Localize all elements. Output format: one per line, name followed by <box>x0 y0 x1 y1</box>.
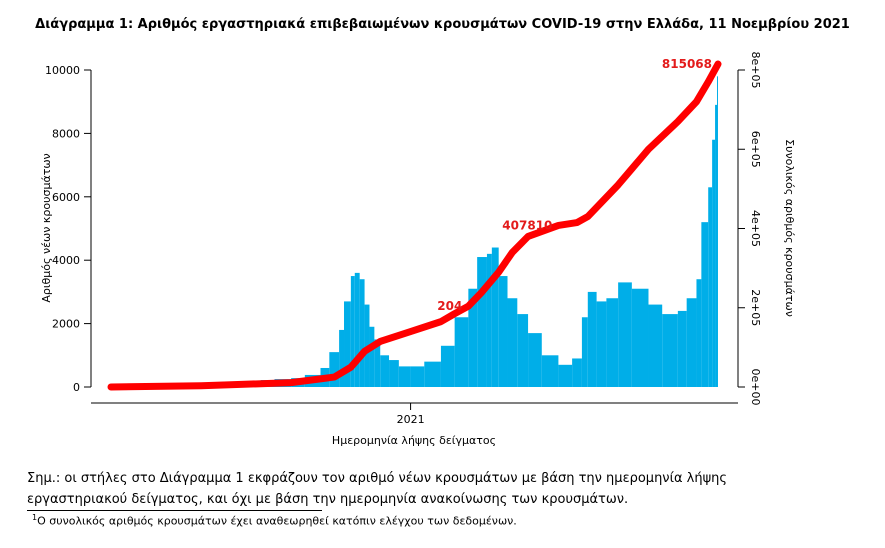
y-tick-label: 2000 <box>52 317 80 331</box>
bar <box>712 140 715 387</box>
bar <box>648 305 662 387</box>
y-tick-label: 10000 <box>45 64 80 77</box>
y2-ticks <box>738 52 762 406</box>
y2-tick-label: 4e+05 <box>749 210 762 247</box>
bar <box>717 76 718 387</box>
bar <box>662 314 678 387</box>
y2-tick-label: 2e+05 <box>749 289 762 327</box>
bar <box>508 298 518 387</box>
x-axis-label: Ημερομηνία λήψης δείγματος <box>331 434 497 447</box>
bar <box>528 333 542 387</box>
x-tick-label: 2021 <box>396 413 425 426</box>
bar <box>517 314 528 387</box>
y2-axis-label: Συνολικός αριθμός κρουσμάτων <box>783 139 796 317</box>
bar <box>487 254 492 387</box>
bar <box>572 358 582 387</box>
bar <box>380 355 389 387</box>
bar <box>542 355 559 387</box>
chart-title: Διάγραμμα 1: Αριθμός εργαστηριακά επιβεβαιωμένων κρουσμάτων COVID-19 στην Ελλάδα, 11 Νοεμβρίου 2021 <box>35 17 850 32</box>
cumulative-value-label: 815068 <box>661 57 712 72</box>
footnote-rule <box>27 510 322 511</box>
bar <box>687 298 697 387</box>
bars-layer <box>111 76 718 387</box>
y-axis-label: Αριθμός νέων κρουσμάτων <box>40 153 53 303</box>
bar <box>399 366 411 387</box>
y-tick-label: 6000 <box>52 190 80 204</box>
bar <box>597 301 607 387</box>
bar <box>708 187 712 387</box>
bar <box>360 279 365 387</box>
chart-note: Σημ.: οι στήλες στο Διάγραμμα 1 εκφράζουν τον αριθμό νέων κρουσμάτων με βάση την ημερομηνία λήψης εργαστηριακού δείγματος, και όχι με βάση την ημερομηνία ανακοίνωσης των κρουσμάτων. <box>27 471 728 507</box>
bar <box>339 330 344 387</box>
cumulative-value-label: 204 <box>437 299 463 314</box>
footnote-mark: 1 <box>32 513 38 522</box>
cumulative-value-label: 407810 <box>502 218 553 233</box>
bar <box>369 327 374 387</box>
y2-tick-label: 8e+05 <box>749 51 762 89</box>
bar <box>618 282 632 387</box>
bar <box>632 289 649 387</box>
bar <box>588 292 597 387</box>
footnote-text: Ο συνολικός αριθμός κρουσμάτων έχει αναθεωρηθεί κατόπιν ελέγχου των δεδομένων. <box>37 514 517 528</box>
bar <box>355 273 360 387</box>
bar <box>477 257 487 387</box>
bar <box>606 298 618 387</box>
bar <box>455 317 469 387</box>
bar <box>696 279 701 387</box>
y2-tick-label: 6e+05 <box>749 130 762 168</box>
bar <box>389 360 399 387</box>
bar <box>441 346 455 387</box>
bar <box>411 366 425 387</box>
bar <box>424 362 441 387</box>
x-ticks <box>397 403 425 426</box>
y-tick-label: 0 <box>73 381 80 394</box>
bar <box>701 222 708 387</box>
bar <box>499 276 508 387</box>
y-tick-label: 8000 <box>52 127 80 141</box>
bar <box>678 311 687 387</box>
bar <box>715 105 717 387</box>
y-tick-label: 4000 <box>52 254 80 268</box>
bar <box>582 317 588 387</box>
bar <box>558 365 572 387</box>
y2-tick-label: 0e+00 <box>749 368 762 406</box>
footnote <box>32 513 517 528</box>
bar <box>329 352 339 387</box>
